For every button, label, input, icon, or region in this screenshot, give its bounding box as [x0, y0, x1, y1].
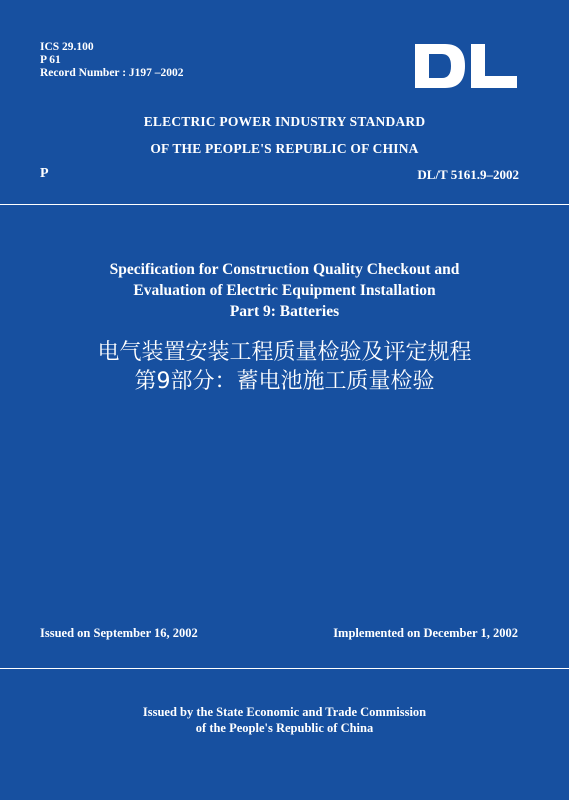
english-title — [0, 259, 569, 322]
classification-code: P — [40, 166, 49, 181]
p-code: P 61 — [40, 54, 61, 66]
chinese-title — [0, 338, 569, 396]
standard-line-1: ELECTRIC POWER INDUSTRY STANDARD — [143, 114, 426, 129]
chinese-title-line-2: 第9部分：蓄电池施工质量检验 — [134, 369, 435, 394]
top-divider — [0, 204, 569, 205]
ics-number: ICS 29.100 — [40, 41, 94, 53]
standard-heading — [0, 108, 569, 162]
english-title-line-2: Evaluation of Electric Equipment Installation — [133, 282, 436, 299]
issuer — [0, 704, 569, 736]
english-title-line-3: Part 9: Batteries — [229, 303, 340, 320]
chinese-title-line-1: 电气装置安装工程质量检验及评定规程 — [97, 340, 472, 365]
english-title-line-1: Specification for Construction Quality Checkout and — [109, 261, 460, 278]
document-metadata — [40, 41, 184, 80]
issuer-line-2: of the People's Republic of China — [195, 721, 374, 735]
implementation-date: Implemented on December 1, 2002 — [333, 626, 518, 640]
issue-date: Issued on September 16, 2002 — [40, 626, 198, 640]
dl-logo — [415, 44, 517, 88]
bottom-divider — [0, 668, 569, 669]
record-number: Record Number : J197 –2002 — [40, 67, 184, 79]
standard-code: DL/T 5161.9–2002 — [417, 167, 519, 182]
issuer-line-1: Issued by the State Economic and Trade Commission — [142, 705, 427, 719]
standard-line-2: OF THE PEOPLE'S REPUBLIC OF CHINA — [150, 141, 419, 156]
